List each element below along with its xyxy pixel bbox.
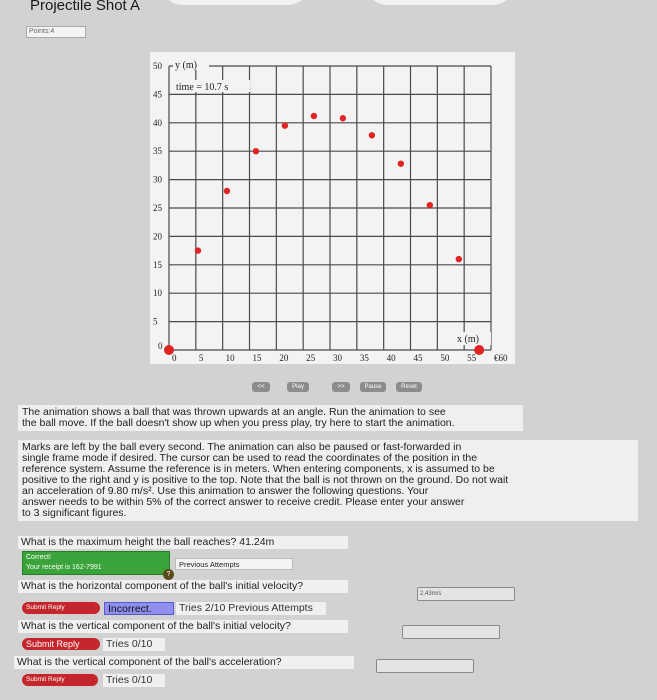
x-tick-label: 15 bbox=[252, 353, 262, 363]
question-4: What is the vertical component of the ball's acceleration? bbox=[14, 656, 354, 669]
y-tick-label: 25 bbox=[153, 203, 162, 213]
instructions-line: an acceleration of 9.80 m/s². Use this animation to answer the following questions. Your bbox=[22, 485, 429, 497]
time-annotation: time = 10.7 s bbox=[176, 82, 229, 93]
x-tick-label: 5 bbox=[198, 353, 204, 363]
tries-4: Tries 0/10 bbox=[103, 674, 165, 687]
trajectory-chart[interactable] bbox=[150, 52, 515, 364]
ball-mark bbox=[427, 202, 433, 208]
x-tick-label: 30 bbox=[333, 353, 342, 363]
y-axis-label: y (m) bbox=[175, 60, 197, 71]
y-tick-label: 10 bbox=[153, 288, 162, 299]
pause-button[interactable]: Pause bbox=[360, 382, 386, 392]
submit-reply-button-4[interactable]: Submit Reply bbox=[22, 674, 98, 686]
x-tick-label: 0 bbox=[172, 353, 177, 363]
y-tick-label: 15 bbox=[153, 259, 162, 270]
x-axis-label: x (m) bbox=[457, 334, 479, 345]
incorrect-status: Incorrect. bbox=[104, 602, 174, 615]
play-button[interactable]: Play bbox=[287, 382, 309, 392]
instructions-line: single frame mode if desired. The cursor can be used to read the coordinates of the position in the bbox=[22, 452, 478, 464]
correct-feedback bbox=[22, 551, 170, 575]
y-tick-label: 0 bbox=[158, 341, 163, 351]
x-tick-label: 45 bbox=[413, 353, 423, 363]
reset-button[interactable]: Reset bbox=[396, 382, 422, 392]
y-tick-label: 50 bbox=[153, 61, 162, 71]
instructions-line: answer needs to be within 5% of the correct answer to receive credit. Please enter your answer bbox=[22, 496, 465, 508]
receipt-text: Your receipt is 162-7991 bbox=[26, 564, 102, 571]
x-tick-label: 40 bbox=[386, 353, 396, 363]
ball-mark bbox=[253, 148, 259, 154]
previous-attempts-link[interactable]: Previous Attempts bbox=[175, 558, 293, 570]
ball-mark bbox=[340, 115, 346, 121]
instructions-line: to 3 significant figures. bbox=[22, 507, 127, 519]
instructions-paragraph bbox=[18, 440, 638, 521]
instructions-line: reference system. Assume the reference is in meters. When entering components, x is assumed to be bbox=[22, 463, 495, 475]
points-badge: Points:4 bbox=[26, 26, 86, 38]
submit-reply-button-2[interactable]: Submit Reply bbox=[22, 602, 100, 614]
vertical-acceleration-input[interactable] bbox=[376, 659, 474, 673]
rewind-button[interactable]: << bbox=[252, 382, 270, 392]
ball-mark bbox=[195, 247, 201, 253]
y-tick-label: 35 bbox=[153, 146, 162, 157]
intro-paragraph bbox=[18, 405, 523, 431]
top-tab-left[interactable] bbox=[160, 0, 310, 5]
top-tab-right[interactable] bbox=[365, 0, 515, 5]
ball-mark bbox=[311, 113, 317, 119]
ball-mark bbox=[164, 345, 174, 355]
tries-2[interactable]: Tries 2/10 Previous Attempts bbox=[176, 602, 326, 615]
y-tick-label: 5 bbox=[153, 316, 158, 327]
x-tick-label: 20 bbox=[279, 353, 289, 363]
x-tick-label: 35 bbox=[359, 353, 369, 363]
y-tick-label: 40 bbox=[153, 117, 162, 128]
y-tick-label: 20 bbox=[153, 231, 162, 242]
ball-mark bbox=[398, 160, 404, 166]
intro-line: The animation shows a ball that was thrown upwards at an angle. Run the animation to see bbox=[22, 406, 446, 418]
ball-mark bbox=[474, 345, 484, 355]
x-tick-label: 25 bbox=[306, 353, 316, 363]
intro-line: the ball move. If the ball doesn't show up when you press play, try here to start the animation. bbox=[22, 417, 455, 429]
ball-mark bbox=[369, 132, 375, 138]
ball-mark bbox=[456, 256, 462, 262]
x-tick-label: 55 bbox=[467, 353, 477, 363]
vertical-velocity-input[interactable] bbox=[402, 625, 500, 639]
question-2: What is the horizontal component of the ball's initial velocity? bbox=[18, 580, 348, 593]
x-tick-label: €60 bbox=[494, 353, 508, 363]
instructions-line: positive to the right and y is positive to the top. Note that the ball is not thrown on the ground. Do not wait bbox=[22, 474, 509, 486]
horizontal-velocity-input[interactable]: 2.43m/s bbox=[417, 587, 515, 601]
submit-reply-button-3[interactable]: Submit Reply bbox=[22, 638, 100, 650]
page-title: Projectile Shot A bbox=[30, 0, 141, 14]
correct-label: Correct! bbox=[26, 554, 51, 561]
y-tick-label: 30 bbox=[153, 174, 162, 185]
projectile-graph[interactable] bbox=[150, 52, 515, 364]
x-tick-label: 10 bbox=[225, 353, 235, 363]
ball-mark bbox=[282, 122, 288, 128]
tries-3: Tries 0/10 bbox=[103, 638, 165, 651]
y-tick-label: 45 bbox=[153, 89, 162, 100]
question-3: What is the vertical component of the ball's initial velocity? bbox=[18, 620, 348, 633]
question-1: What is the maximum height the ball reaches? 41.24m bbox=[18, 536, 348, 549]
ball-mark bbox=[224, 188, 230, 194]
forward-button[interactable]: >> bbox=[332, 382, 350, 392]
help-icon[interactable]: ? bbox=[163, 569, 174, 580]
x-tick-label: 50 bbox=[440, 353, 450, 363]
instructions-line: Marks are left by the ball every second. The animation can also be paused or fast-forwarded in bbox=[22, 441, 462, 453]
